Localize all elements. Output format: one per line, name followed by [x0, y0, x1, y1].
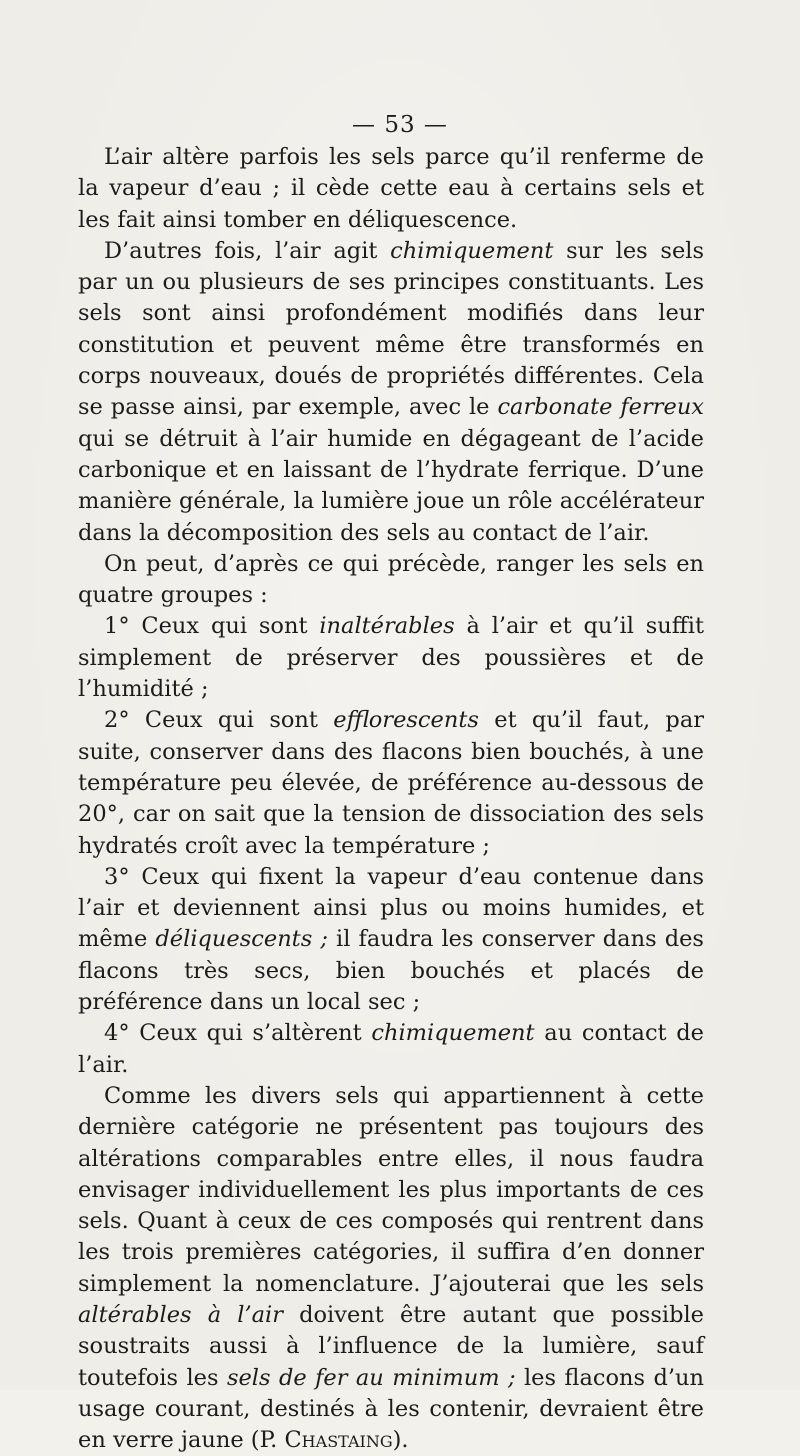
text-run: sur les sels par un ou plusieurs de ses principes constituants. Les sels sont ainsi profondément modifiés dans leur constitution et peuvent même être transformés en corps nouveaux, doués de propriétés différentes. Cela se passe ainsi, par exemple, avec le: [78, 237, 704, 421]
text-run: L’air altère parfois les sels parce qu’il renferme de la vapeur d’eau ; il cède cette eau à certains sels et les fait ainsi tomber en déliquescence.: [78, 144, 704, 233]
text-run: 2° Ceux qui sont: [104, 707, 334, 734]
paragraph-air-humidity: [78, 142, 704, 236]
text-run: 4° Ceux qui s’altèrent: [104, 1020, 372, 1047]
italic-run: chimiquement: [371, 1020, 535, 1047]
body-text: [78, 142, 704, 1456]
text-run: les flacons d’un usage courant, destinés à les contenir, devraient être en verre jaune (P.: [78, 1364, 704, 1454]
text-run: il faudra les conserver dans des flacons très secs, bien bouchés et placés de préférence dans un local sec ;: [78, 926, 704, 1016]
text-run: 3° Ceux qui fixent la vapeur d’eau contenue dans l’air et deviennent ainsi plus ou moins humides, et même: [78, 863, 704, 953]
text-run: et qu’il faut, par suite, conserver dans des flacons bien bouchés, à une température peu élevée, de préférence au-dessous de 20°, car on sait que la tension de dissociation des sels hydratés croît avec la température ;: [78, 707, 704, 859]
paragraph-four-groups-intro: [78, 549, 704, 612]
paragraph-group-1: [78, 611, 704, 705]
text-run: D’autres fois, l’air agit: [104, 237, 391, 264]
paragraph-group-4: [78, 1018, 704, 1081]
italic-run: inaltérables: [319, 613, 455, 640]
italic-run: chimiquement: [390, 237, 554, 264]
text-run: qui se détruit à l’air humide en dégageant de l’acide carbonique et en laissant de l’hydrate ferrique. D’une manière générale, la lumière joue un rôle accélérateur dans la décomposition des sels au contact de l’air.: [78, 425, 704, 546]
italic-run: altérables à l’air: [78, 1301, 283, 1328]
paragraph-conclusion: [78, 1081, 704, 1456]
italic-run: sels de fer au minimum ;: [226, 1364, 516, 1391]
page-number: — 53 —: [352, 112, 448, 138]
text-run: à l’air et qu’il suffit simplement de préserver des poussières et de l’humidité ;: [78, 613, 704, 703]
text-run: On peut, d’après ce qui précède, ranger les sels en quatre groupes :: [78, 550, 704, 609]
paragraph-group-3: [78, 862, 704, 1018]
italic-run: efflorescents: [333, 707, 479, 734]
text-run: Comme les divers sels qui appartiennent à cette dernière catégorie ne présentent pas toujours des altérations comparables entre elles, il nous faudra envisager individuellement les plus importants de ces sels. Quant à ceux de ces composés qui rentrent dans les trois premières catégories, il suffira d’en donner simplement la nomenclature. J’ajouterai que les sels: [78, 1082, 704, 1297]
paragraph-group-2: [78, 705, 704, 861]
text-run: ).: [392, 1427, 409, 1454]
italic-run: déliquescents ;: [155, 926, 328, 953]
italic-run: carbonate ferreux: [497, 394, 704, 421]
text-run: 1° Ceux qui sont: [104, 613, 320, 640]
author-name: Chastaing: [284, 1427, 393, 1454]
text-run: au contact de l’air.: [78, 1020, 704, 1078]
paragraph-chemical-alteration: [78, 236, 704, 549]
text-run: doivent être autant que possible soustraits aussi à l’influence de la lumière, sauf toutefois les: [78, 1301, 705, 1391]
